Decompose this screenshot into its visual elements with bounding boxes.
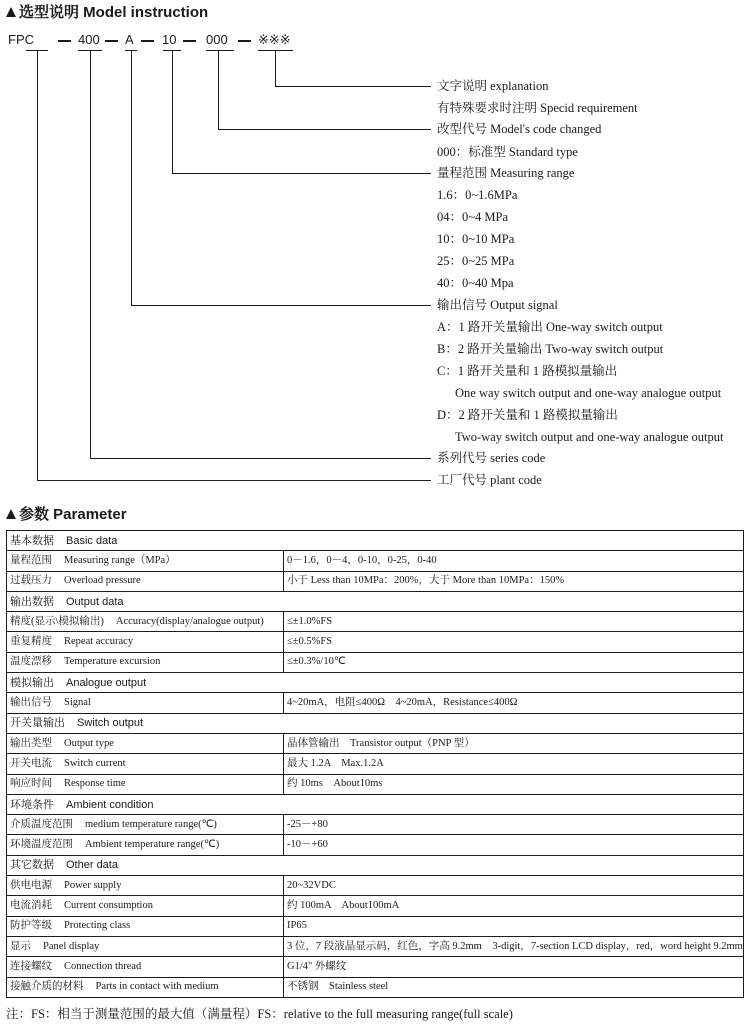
- param-name-cell: [7, 876, 284, 896]
- code-part-special: ※※※: [258, 32, 291, 47]
- param-value-cell: G1/4" 外螺纹: [284, 957, 744, 977]
- label-range-04: 04：0~4 MPa: [437, 210, 509, 224]
- section-label-en: Ambient condition: [66, 798, 154, 811]
- label-model-code-changed: 改型代号 Model's code changed: [437, 122, 602, 136]
- section-label-en: Other data: [66, 859, 118, 872]
- table-row: [7, 835, 744, 855]
- param-name-en: Power supply: [64, 879, 122, 891]
- label-explanation: 文字说明 explanation: [437, 79, 549, 93]
- label-standard-type: 000：标准型 Standard type: [437, 145, 578, 159]
- label-output-d-en: Two-way switch output and one-way analogue output: [455, 430, 724, 444]
- param-name-cn: 供电电源: [10, 879, 52, 891]
- param-value-cell: 约 10ms About10ms: [284, 774, 744, 794]
- param-name-cn: 介质温度范围: [10, 818, 73, 830]
- connector-line: [218, 129, 431, 130]
- param-name-en: Response time: [64, 778, 126, 790]
- table-row: [7, 754, 744, 774]
- param-name-cell: [7, 815, 284, 835]
- label-plant-code: 工厂代号 plant code: [437, 473, 542, 487]
- code-dash: [141, 40, 154, 42]
- param-name-en: medium temperature range(℃): [85, 818, 217, 830]
- connector-line: [275, 50, 276, 87]
- param-name-cell: [7, 652, 284, 672]
- label-range-1-6: 1.6：0~1.6MPa: [437, 188, 518, 202]
- label-range-10: 10：0~10 MPa: [437, 232, 515, 246]
- param-name-cn: 防护等级: [10, 920, 52, 932]
- param-name-en: Protecting class: [64, 920, 131, 932]
- section-row: [7, 713, 744, 733]
- param-name-cell: [7, 936, 284, 956]
- param-name-en: Panel display: [43, 940, 100, 952]
- connector-line: [218, 50, 219, 130]
- label-range-40: 40：0~40 Mpa: [437, 276, 514, 290]
- connector-line: [131, 305, 431, 306]
- model-instruction-title: 选型说明 Model instruction: [19, 4, 209, 21]
- connector-line: [37, 50, 38, 481]
- param-name-cn: 显示: [10, 940, 31, 952]
- label-output-a: A：1 路开关量输出 One-way switch output: [437, 320, 663, 334]
- connector-line: [90, 458, 431, 459]
- section-row: [7, 591, 744, 611]
- param-name-en: Output type: [64, 737, 114, 749]
- param-value-cell: -10－+60: [284, 835, 744, 855]
- label-output-c-en: One way switch output and one-way analogue output: [455, 386, 722, 400]
- section-label-en: Analogue output: [66, 676, 147, 689]
- param-name-en: Measuring range（MPa）: [64, 554, 176, 566]
- param-name-cn: 温度漂移: [10, 656, 52, 668]
- code-dash: [58, 40, 71, 42]
- connector-line: [172, 173, 431, 174]
- param-value-cell: ≤±0.5%FS: [284, 632, 744, 652]
- param-value-cell: IP65: [284, 916, 744, 936]
- section-label-cn: 环境条件: [10, 798, 54, 811]
- param-name-en: Signal: [64, 697, 91, 709]
- section-cell: [7, 713, 744, 733]
- section-row: [7, 855, 744, 875]
- table-row: [7, 612, 744, 632]
- table-row: [7, 733, 744, 753]
- param-name-en: Overload pressure: [64, 575, 141, 587]
- section-label-cn: 开关量输出: [10, 717, 65, 730]
- param-name-en: Temperature excursion: [64, 656, 161, 668]
- section-cell: [7, 591, 744, 611]
- label-special-requirement: 有特殊要求时注明 Specid requirement: [437, 101, 638, 115]
- table-row: [7, 571, 744, 591]
- param-name-cell: [7, 733, 284, 753]
- param-name-cn: 输出类型: [10, 737, 52, 749]
- param-name-cn: 响应时间: [10, 778, 52, 790]
- param-name-cell: [7, 754, 284, 774]
- param-value-cell: 小于 Less than 10MPa：200%，大于 More than 10MPa：150%: [284, 571, 744, 591]
- parameter-heading: [6, 503, 127, 524]
- param-name-cn: 过载压力: [10, 575, 52, 587]
- code-dash: [105, 40, 118, 42]
- table-row: [7, 632, 744, 652]
- table-row: [7, 815, 744, 835]
- param-name-cell: [7, 632, 284, 652]
- param-name-cn: 开关电流: [10, 757, 52, 769]
- table-row: [7, 774, 744, 794]
- table-row: [7, 693, 744, 713]
- param-value-cell: -25－+80: [284, 815, 744, 835]
- param-name-cn: 精度(显示\模拟输出): [10, 615, 104, 627]
- section-cell: [7, 531, 744, 551]
- table-row: [7, 652, 744, 672]
- param-value-cell: ≤±0.3%/10℃: [284, 652, 744, 672]
- param-value-cell: ≤±1.0%FS: [284, 612, 744, 632]
- table-row: [7, 916, 744, 936]
- param-name-en: Ambient temperature range(℃): [85, 839, 220, 851]
- footnote: 注：FS：相当于测量范围的最大值（满量程）FS：relative to the full measuring range(full scale): [6, 1007, 513, 1021]
- param-name-cell: [7, 977, 284, 997]
- section-label-cn: 基本数据: [10, 534, 54, 547]
- param-name-cell: [7, 835, 284, 855]
- param-name-en: Current consumption: [64, 899, 153, 911]
- param-name-cn: 环境温度范围: [10, 839, 73, 851]
- table-row: [7, 977, 744, 997]
- param-name-cell: [7, 774, 284, 794]
- code-part-10: 10: [162, 32, 177, 47]
- parameter-table: [6, 530, 744, 998]
- param-value-cell: 3 位，7 段液晶显示码，红色，字高 9.2mm 3-digit，7-section LCD display，red，word height 9.2mm: [284, 936, 744, 956]
- param-name-cell: [7, 896, 284, 916]
- label-measuring-range: 量程范围 Measuring range: [437, 166, 575, 180]
- table-row: [7, 551, 744, 571]
- table-row: [7, 957, 744, 977]
- connector-line: [37, 480, 431, 481]
- parameter-title: 参数 Parameter: [19, 506, 127, 523]
- section-label-cn: 模拟输出: [10, 676, 54, 689]
- param-name-en: Accuracy(display/analogue output): [115, 615, 264, 627]
- connector-line: [275, 86, 431, 87]
- section-label-en: Switch output: [77, 717, 144, 730]
- label-output-d: D：2 路开关量和 1 路模拟量输出: [437, 408, 618, 422]
- model-instruction-heading: [6, 1, 208, 22]
- connector-line: [172, 50, 173, 174]
- table-row: [7, 896, 744, 916]
- connector-line: [131, 50, 132, 306]
- section-label-cn: 其它数据: [10, 859, 54, 872]
- code-part-400: 400: [78, 32, 100, 47]
- param-name-cell: [7, 571, 284, 591]
- code-part-fpc: FPC: [8, 32, 34, 47]
- label-output-c: C：1 路开关量和 1 路模拟量输出: [437, 364, 618, 378]
- code-part-a: A: [125, 32, 134, 47]
- triangle-icon: [6, 7, 16, 17]
- code-dash: [183, 40, 196, 42]
- param-name-en: Connection thread: [64, 960, 142, 972]
- param-name-cn: 电流消耗: [10, 899, 52, 911]
- param-name-en: Switch current: [64, 757, 126, 769]
- param-name-cn: 量程范围: [10, 554, 52, 566]
- param-name-cell: [7, 957, 284, 977]
- param-value-cell: 晶体管输出 Transistor output（PNP 型）: [284, 733, 744, 753]
- section-row: [7, 673, 744, 693]
- section-cell: [7, 673, 744, 693]
- param-value-cell: 0－1.6，0－4，0-10，0-25，0-40: [284, 551, 744, 571]
- param-name-cell: [7, 693, 284, 713]
- table-row: [7, 876, 744, 896]
- label-output-signal: 输出信号 Output signal: [437, 298, 558, 312]
- code-underline: [206, 50, 234, 51]
- label-series-code: 系列代号 series code: [437, 451, 546, 465]
- section-row: [7, 531, 744, 551]
- code-dash: [238, 40, 251, 42]
- triangle-icon: [6, 509, 16, 519]
- code-part-000: 000: [206, 32, 228, 47]
- label-range-25: 25：0~25 MPa: [437, 254, 515, 268]
- section-row: [7, 794, 744, 814]
- param-value-cell: 约 100mA About100mA: [284, 896, 744, 916]
- section-label-en: Basic data: [66, 534, 118, 547]
- param-name-cell: [7, 551, 284, 571]
- param-value-cell: 20~32VDC: [284, 876, 744, 896]
- param-name-cell: [7, 916, 284, 936]
- section-cell: [7, 855, 744, 875]
- param-value-cell: 4~20mA，电阻≤400Ω 4~20mA，Resistance≤400Ω: [284, 693, 744, 713]
- section-label-cn: 输出数据: [10, 595, 54, 608]
- param-name-cn: 重复精度: [10, 636, 52, 648]
- label-output-b: B：2 路开关量输出 Two-way switch output: [437, 342, 664, 356]
- param-name-cn: 连接螺纹: [10, 960, 52, 972]
- param-name-cn: 输出信号: [10, 697, 52, 709]
- param-name-cn: 接触介质的材料: [10, 981, 84, 993]
- section-label-en: Output data: [66, 595, 124, 608]
- param-name-en: Repeat accuracy: [64, 636, 134, 648]
- table-row: [7, 936, 744, 956]
- param-name-en: Parts in contact with medium: [95, 981, 219, 993]
- connector-line: [90, 50, 91, 459]
- param-value-cell: 不锈钢 Stainless steel: [284, 977, 744, 997]
- section-cell: [7, 794, 744, 814]
- param-name-cell: [7, 612, 284, 632]
- param-value-cell: 最大 1.2A Max.1.2A: [284, 754, 744, 774]
